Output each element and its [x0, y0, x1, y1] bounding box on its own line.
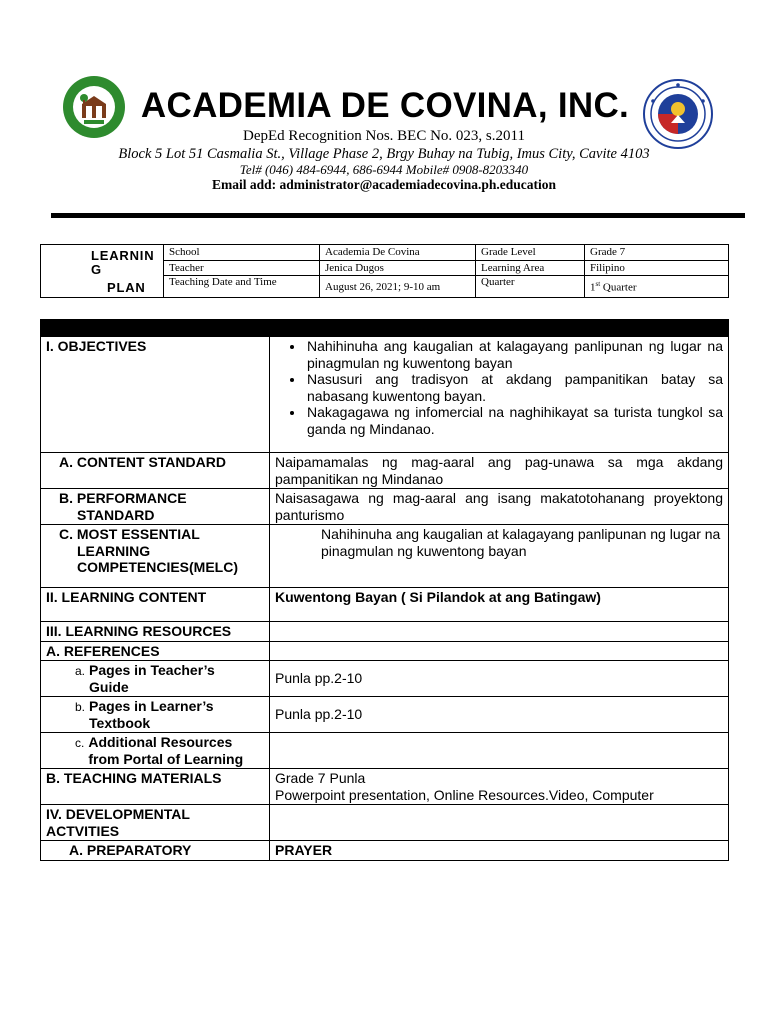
table-row — [41, 641, 729, 661]
table-row — [41, 337, 729, 453]
objective-item: • Nakagagawa ng infomercial na naghihikayat sa turista tungkol sa ganda ng Mindanao. — [305, 404, 723, 437]
developmental-activities-label: IV. DEVELOPMENTAL ACTVITIES — [41, 805, 270, 841]
recognition-line: DepEd Recognition Nos. BEC No. 023, s.2011 — [243, 128, 525, 144]
telephone-line: Tel# (046) 484-6944, 686-6944 Mobile# 0908-8203340 — [239, 162, 529, 177]
table-row — [41, 453, 729, 489]
content-standard-label: A. CONTENT STANDARD — [41, 453, 270, 489]
date-label: Teaching Date and Time — [164, 276, 320, 298]
melc-value: Nahihinuha ang kaugalian at kalagayang panlipunan ng lugar na pinagmulan ng kuwentong bayan — [270, 525, 729, 588]
learning-content-value: Kuwentong Bayan ( Si Pilandok at ang Batingaw) — [270, 588, 729, 622]
objective-item: • Nasusuri ang tradisyon at akdang pampanitikan batay sa nabasang kuwentong bayan. — [305, 371, 723, 404]
school-value: Academia De Covina — [320, 245, 476, 261]
table-row — [41, 769, 729, 805]
quarter-label: Quarter — [476, 276, 585, 298]
table-row — [41, 733, 729, 769]
content-standard-value: Naipamamalas ng mag-aaral ang pag-unawa sa mga akdang pampanitikan ng Mindanao — [270, 453, 729, 489]
table-header-bar — [41, 320, 729, 337]
melc-label: C. MOST ESSENTIAL LEARNING COMPETENCIES(MELC) — [41, 525, 270, 588]
references-label: A. REFERENCES — [41, 641, 270, 661]
teacher-guide-label: a. Pages in Teacher’s Guide — [41, 661, 270, 697]
table-row — [41, 841, 729, 861]
date-value: August 26, 2021; 9-10 am — [320, 276, 476, 298]
learning-content-label: II. LEARNING CONTENT — [41, 588, 270, 622]
school-name: ACADEMIA DE COVINA, INC. — [140, 86, 630, 125]
lesson-info-table — [40, 244, 729, 298]
table-row — [41, 525, 729, 588]
additional-resources-label: c. Additional Resources from Portal of Learning — [41, 733, 270, 769]
learning-plan-title: LEARNIN G PLAN — [41, 245, 164, 298]
grade-label: Grade Level — [476, 245, 585, 261]
school-label: School — [164, 245, 320, 261]
table-row — [41, 661, 729, 697]
learner-text-label: b. Pages in Learner’s Textbook — [41, 697, 270, 733]
preparatory-value: PRAYER — [270, 841, 729, 861]
address-line: Block 5 Lot 51 Casmalia St., Village Phase 2, Brgy Buhay na Tubig, Imus City, Cavite 4103 — [118, 146, 650, 162]
area-label: Learning Area — [476, 260, 585, 276]
teacher-label: Teacher — [164, 260, 320, 276]
lesson-plan-table — [40, 319, 729, 861]
table-row — [41, 489, 729, 525]
table-row — [41, 588, 729, 622]
teacher-value: Jenica Dugos — [320, 260, 476, 276]
email-line: Email add: administrator@academiadecovina.ph.education — [211, 177, 557, 192]
grade-value: Grade 7 — [585, 245, 729, 261]
table-row — [41, 622, 729, 642]
teacher-guide-value: Punla pp.2-10 — [270, 661, 729, 697]
table-row — [41, 697, 729, 733]
resources-label: III. LEARNING RESOURCES — [41, 622, 270, 642]
performance-standard-value: Naisasagawa ng mag-aaral ang isang makatotohanang proyektong panturismo — [270, 489, 729, 525]
objectives-label: I. OBJECTIVES — [41, 337, 270, 453]
performance-standard-label: B. PERFORMANCE STANDARD — [41, 489, 270, 525]
objectives-cell — [270, 337, 729, 453]
teaching-materials-label: B. TEACHING MATERIALS — [41, 769, 270, 805]
table-row — [41, 805, 729, 841]
objective-item: • Nahihinuha ang kaugalian at kalagayang panlipunan ng lugar na pinagmulan ng kuwentong bayan — [305, 338, 723, 371]
header-divider — [51, 213, 745, 218]
preparatory-label: A. PREPARATORY — [41, 841, 270, 861]
area-value: Filipino — [585, 260, 729, 276]
learner-text-value: Punla pp.2-10 — [270, 697, 729, 733]
quarter-value: 1st Quarter — [585, 276, 729, 298]
teaching-materials-value: Grade 7 Punla Powerpoint presentation, Online Resources.Video, Computer — [270, 769, 729, 805]
